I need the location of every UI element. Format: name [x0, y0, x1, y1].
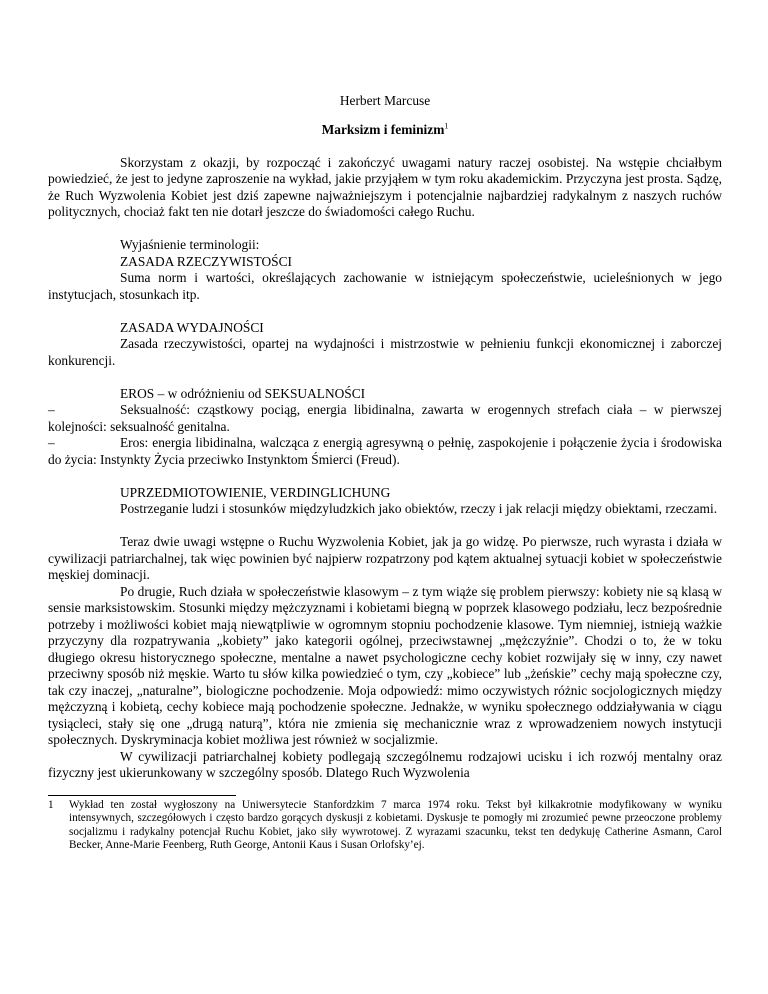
term-reality-principle-definition: Suma norm i wartości, określających zachowanie w istniejącym społeczeństwie, ucieleśnionych w jego instytucjach, stosunkach itp.: [48, 270, 722, 302]
footnote-divider: [48, 795, 236, 796]
term-eros-item-eros-text: Eros: energia libidinalna, walcząca z energią agresywną o pełnię, zaspokojenie i połączenie życia i środowiska do życia: Instynkty Życia przeciwko Instynktom Śmierci (Freud).: [48, 435, 722, 467]
body-paragraph-2: Po drugie, Ruch działa w społeczeństwie klasowym – z tym wiąże się problem pierwszy: kobiety nie są klasą w sensie marksistowskim. Stosunki między mężczyznami i kobietami biegną w poprzek klasowego podziału, lecz bezpośrednie potrzeby i możliwości kobiet mają niewątpliwie w ogromnym stopniu pochodzenie klasowe. Tym niemniej, istnieją ważkie przyczyny dla rozpatrywania „kobiety” jako kategorii ogólnej, przeciwstawnej „mężczyźnie”. Chodzi o to, że w toku długiego okresu historycznego społeczne, mentalne a nawet psychologiczne cechy kobiet rozwijały się w inny, czy nawet przeciwny sposób niż męskie. Warto tu słów kilka powiedzieć o tym, czy „kobiece” lub „żeńskie” cechy mają społeczne czy, tak czy inaczej, „naturalne”, biologiczne pochodzenie. Moja odpowiedź: mimo oczywistych różnic socjologicznych między mężczyzną i kobietą, cechy kobiece mają pochodzenie społeczne. Jednakże, w wyniku społecznego oddziaływania w ciągu tysiącleci, stały się one „drugą naturą”, która nie zmienia się mechanicznie wraz z wprowadzeniem nowych instytucji społecznych. Dyskryminacja kobiet możliwa jest również w socjalizmie.: [48, 583, 722, 747]
document-page: [48, 0, 722, 994]
term-eros-item-sexuality: [48, 402, 722, 435]
intro-paragraph: Skorzystam z okazji, by rozpocząć i zakończyć uwagami natury raczej osobistej. Na wstępie chciałbym powiedzieć, że jest to jedyne zaproszenie na wykład, jakie przyjąłem w tym roku akademickim. Przyczyna jest prosta. Sądzę, że Ruch Wyzwolenia Kobiet jest dziś zapewne najważniejszym i potencjalnie najbardziej radykalnym z naszych ruchów politycznych, chociaż fakt ten nie dotarł jeszcze do świadomości całego Ruchu.: [48, 154, 722, 219]
dash-bullet: –: [48, 402, 55, 417]
term-reification: UPRZEDMIOTOWIENIE, VERDINGLICHUNG: [120, 484, 391, 500]
term-eros-item-eros: [48, 435, 722, 468]
body-paragraph-3: W cywilizacji patriarchalnej kobiety podlegają szczególnemu rodzajowi ucisku i ich rozwój mentalny oraz fizyczny jest ukierunkowany w szczególny sposób. Dlatego Ruch Wyzwolenia: [48, 748, 722, 780]
footnote-number: 1: [48, 798, 54, 811]
terminology-heading: Wyjaśnienie terminologii:: [120, 237, 260, 252]
footnote-text: Wykład ten został wygłoszony na Uniwersytecie Stanfordzkim 7 marca 1974 roku. Tekst był kilkakrotnie modyfikowany w wyniku intensywnych, szczegółowych i często bardzo gorących dyskusji z kobietami. Dyskusje te pomogły mi zrozumieć pewne przeoczone problemy socjalizmu i radykalny potencjał Ruchu Kobiet, jako siły wywrotowej. Z wyrazami szacunku, tekst ten dedykuję Catherine Asmann, Carol Becker, Anne-Marie Feenberg, Ruth George, Antonii Kaus i Susan Orlofsky’ej.: [69, 798, 722, 852]
term-eros: EROS – w odróżnieniu od SEKSUALNOŚCI: [120, 385, 366, 401]
footnote-reference[interactable]: 1: [444, 121, 449, 131]
term-performance-principle: ZASADA WYDAJNOŚCI: [120, 319, 264, 335]
dash-bullet: –: [48, 435, 55, 450]
term-eros-item-sexuality-text: Seksualność: cząstkowy pociąg, energia libidinalna, zawarta w erogennych strefach ciała – w pierwszej kolejności: seksualność genitalna.: [48, 402, 722, 434]
term-reification-definition: Postrzeganie ludzi i stosunków międzyludzkich jako obiektów, rzeczy i jak relacji między obiektami, rzeczami.: [120, 501, 718, 516]
body-paragraph-1: Teraz dwie uwagi wstępne o Ruchu Wyzwolenia Kobiet, jak ja go widzę. Po pierwsze, ruch wyrasta i działa w cywilizacji patriarchalnej, tak więc powinien być najpierw rozpatrzony pod kątem aktualnej sytuacji kobiet w społeczeństwie męskiej dominacji.: [48, 534, 722, 582]
term-performance-principle-definition: Zasada rzeczywistości, opartej na wydajności i mistrzostwie w pełnieniu funkcji ekonomicznej i zaborczej konkurencji.: [48, 336, 722, 368]
document-title: [48, 122, 722, 139]
term-reality-principle: ZASADA RZECZYWISTOŚCI: [120, 253, 292, 269]
footnote: [48, 799, 722, 853]
title-text: Marksizm i feminizm: [321, 121, 445, 137]
author-name: Herbert Marcuse: [339, 93, 431, 108]
